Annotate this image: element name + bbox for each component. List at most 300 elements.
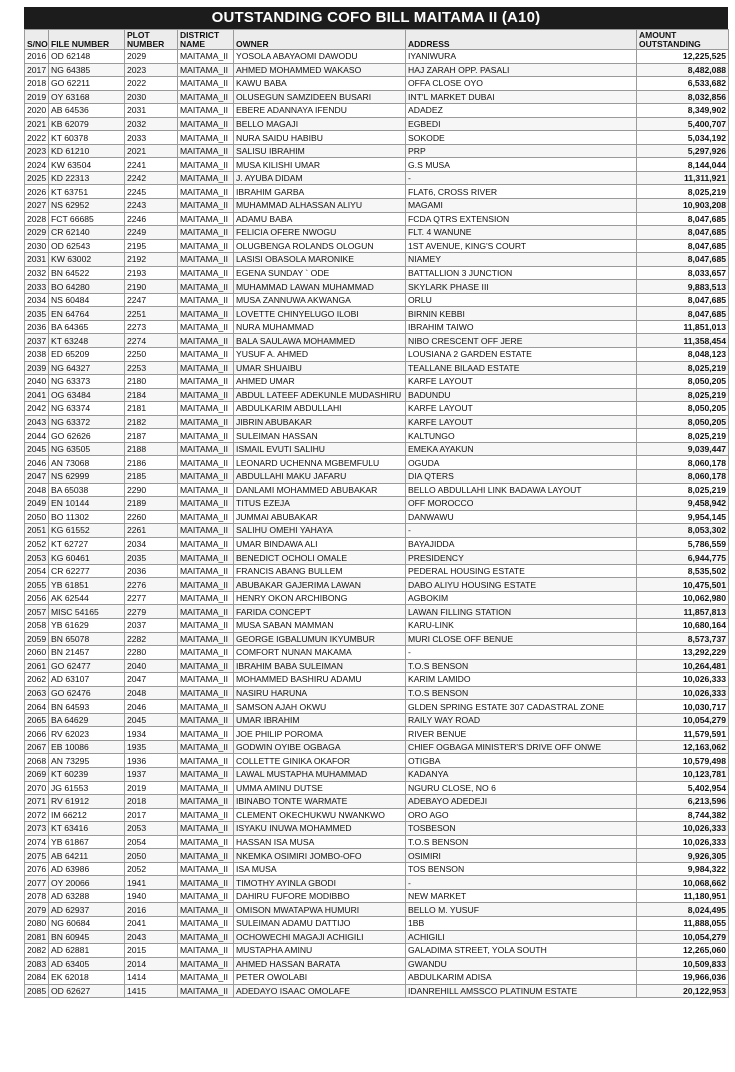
cell-district-name: MAITAMA_II — [178, 497, 234, 511]
table-row — [25, 727, 729, 741]
cell-file-number: RV 61912 — [49, 795, 125, 809]
cell-amount-outstanding: 9,984,322 — [637, 862, 729, 876]
cell-sno: 2064 — [25, 700, 49, 714]
cell-district-name: MAITAMA_II — [178, 185, 234, 199]
cell-file-number: YB 61851 — [49, 578, 125, 592]
cell-amount-outstanding: 10,062,980 — [637, 591, 729, 605]
cell-sno: 2058 — [25, 618, 49, 632]
table-row — [25, 713, 729, 727]
cell-plot-number: 2273 — [125, 320, 178, 334]
cell-sno: 2076 — [25, 862, 49, 876]
cell-address: T.O.S BENSON — [406, 659, 637, 673]
cell-sno: 2068 — [25, 754, 49, 768]
table-row — [25, 537, 729, 551]
cell-address: GLDEN SPRING ESTATE 307 CADASTRAL ZONE — [406, 700, 637, 714]
cell-file-number: BA 65038 — [49, 483, 125, 497]
cell-address: - — [406, 524, 637, 538]
cell-district-name: MAITAMA_II — [178, 767, 234, 781]
cell-owner: NURA SAIDU HABIBU — [234, 131, 406, 145]
cell-owner: MUSA SABAN MAMMAN — [234, 618, 406, 632]
cell-address: ORLU — [406, 293, 637, 307]
cell-owner: SALISU IBRAHIM — [234, 144, 406, 158]
cell-address: LOUSIANA 2 GARDEN ESTATE — [406, 348, 637, 362]
cell-district-name: MAITAMA_II — [178, 822, 234, 836]
cell-sno: 2069 — [25, 767, 49, 781]
cell-sno: 2073 — [25, 822, 49, 836]
table-row — [25, 754, 729, 768]
cell-district-name: MAITAMA_II — [178, 50, 234, 64]
cell-owner: FRANCIS ABANG BULLEM — [234, 564, 406, 578]
cell-amount-outstanding: 8,025,219 — [637, 483, 729, 497]
cell-file-number: AD 63405 — [49, 957, 125, 971]
table-row — [25, 334, 729, 348]
table-row — [25, 212, 729, 226]
cell-district-name: MAITAMA_II — [178, 659, 234, 673]
cell-plot-number: 2037 — [125, 618, 178, 632]
cell-sno: 2041 — [25, 388, 49, 402]
cell-address: BELLO ABDULLAHI LINK BADAWA LAYOUT — [406, 483, 637, 497]
cell-amount-outstanding: 8,025,219 — [637, 429, 729, 443]
cell-address: IBRAHIM TAIWO — [406, 320, 637, 334]
cell-owner: PETER OWOLABI — [234, 971, 406, 985]
cell-amount-outstanding: 10,026,333 — [637, 835, 729, 849]
cell-owner: J. AYUBA DIDAM — [234, 171, 406, 185]
cell-address: 1BB — [406, 917, 637, 931]
cell-plot-number: 2185 — [125, 469, 178, 483]
cell-address: T.O.S BENSON — [406, 686, 637, 700]
cell-district-name: MAITAMA_II — [178, 171, 234, 185]
cell-file-number: GO 62476 — [49, 686, 125, 700]
cell-file-number: BN 64593 — [49, 700, 125, 714]
cell-owner: OCHOWECHI MAGAJI ACHIGILI — [234, 930, 406, 944]
cell-owner: NURA MUHAMMAD — [234, 320, 406, 334]
cell-plot-number: 2050 — [125, 849, 178, 863]
cell-file-number: OG 63484 — [49, 388, 125, 402]
cell-plot-number: 2015 — [125, 944, 178, 958]
cell-sno: 2057 — [25, 605, 49, 619]
cell-owner: TITUS EZEJA — [234, 497, 406, 511]
cell-plot-number: 2246 — [125, 212, 178, 226]
cell-file-number: AD 62937 — [49, 903, 125, 917]
cell-owner: DANLAMI MOHAMMED ABUBAKAR — [234, 483, 406, 497]
cell-address: EGBEDI — [406, 117, 637, 131]
cell-owner: OLUGBENGA ROLANDS OLOGUN — [234, 239, 406, 253]
cell-district-name: MAITAMA_II — [178, 903, 234, 917]
cell-district-name: MAITAMA_II — [178, 293, 234, 307]
cell-amount-outstanding: 10,903,208 — [637, 199, 729, 213]
cell-file-number: NG 60684 — [49, 917, 125, 931]
cell-owner: LOVETTE CHINYELUGO ILOBI — [234, 307, 406, 321]
cell-address: 1ST AVENUE, KING'S COURT — [406, 239, 637, 253]
cell-plot-number: 2280 — [125, 646, 178, 660]
table-row — [25, 226, 729, 240]
cell-district-name: MAITAMA_II — [178, 984, 234, 998]
cell-district-name: MAITAMA_II — [178, 402, 234, 416]
cell-sno: 2079 — [25, 903, 49, 917]
cell-plot-number: 2182 — [125, 415, 178, 429]
cell-amount-outstanding: 10,030,717 — [637, 700, 729, 714]
table-row — [25, 348, 729, 362]
cell-owner: GODWIN OYIBE OGBAGA — [234, 740, 406, 754]
cell-owner: UMAR IBRAHIM — [234, 713, 406, 727]
cell-amount-outstanding: 9,458,942 — [637, 497, 729, 511]
cell-address: KALTUNGO — [406, 429, 637, 443]
cell-district-name: MAITAMA_II — [178, 781, 234, 795]
cell-sno: 2051 — [25, 524, 49, 538]
table-row — [25, 456, 729, 470]
cell-district-name: MAITAMA_II — [178, 618, 234, 632]
cell-sno: 2055 — [25, 578, 49, 592]
cell-amount-outstanding: 8,573,737 — [637, 632, 729, 646]
table-row — [25, 700, 729, 714]
cell-plot-number: 2180 — [125, 375, 178, 389]
cell-address: IYANIWURA — [406, 50, 637, 64]
cell-district-name: MAITAMA_II — [178, 862, 234, 876]
cell-amount-outstanding: 11,180,951 — [637, 889, 729, 903]
table-row — [25, 632, 729, 646]
cell-owner: MUSA ZANNUWA AKWANGA — [234, 293, 406, 307]
cell-plot-number: 1414 — [125, 971, 178, 985]
table-row — [25, 686, 729, 700]
table-row — [25, 158, 729, 172]
cell-sno: 2035 — [25, 307, 49, 321]
cell-address: EMEKA AYAKUN — [406, 442, 637, 456]
cell-plot-number: 2277 — [125, 591, 178, 605]
cell-district-name: MAITAMA_II — [178, 930, 234, 944]
cell-amount-outstanding: 11,888,055 — [637, 917, 729, 931]
cell-address: OGUDA — [406, 456, 637, 470]
cell-district-name: MAITAMA_II — [178, 876, 234, 890]
cell-amount-outstanding: 8,024,495 — [637, 903, 729, 917]
cell-owner: AHMED UMAR — [234, 375, 406, 389]
cell-owner: SULEIMAN ADAMU DATTIJO — [234, 917, 406, 931]
cell-owner: EBERE ADANNAYA IFENDU — [234, 104, 406, 118]
cell-sno: 2034 — [25, 293, 49, 307]
cell-sno: 2056 — [25, 591, 49, 605]
cell-amount-outstanding: 5,786,559 — [637, 537, 729, 551]
cell-district-name: MAITAMA_II — [178, 754, 234, 768]
cell-file-number: OD 62627 — [49, 984, 125, 998]
cell-district-name: MAITAMA_II — [178, 307, 234, 321]
cell-plot-number: 2189 — [125, 497, 178, 511]
cell-amount-outstanding: 8,144,044 — [637, 158, 729, 172]
cell-owner: KAWU BABA — [234, 77, 406, 91]
table-row — [25, 144, 729, 158]
cell-file-number: KD 22313 — [49, 171, 125, 185]
cell-plot-number: 2023 — [125, 63, 178, 77]
cell-district-name: MAITAMA_II — [178, 63, 234, 77]
cell-address: RIVER BENUE — [406, 727, 637, 741]
table-row — [25, 591, 729, 605]
cell-district-name: MAITAMA_II — [178, 578, 234, 592]
cell-plot-number: 2242 — [125, 171, 178, 185]
cell-district-name: MAITAMA_II — [178, 483, 234, 497]
cell-district-name: MAITAMA_II — [178, 131, 234, 145]
cell-file-number: KW 63002 — [49, 253, 125, 267]
table-row — [25, 984, 729, 998]
table-row — [25, 280, 729, 294]
cell-address: NGURU CLOSE, NO 6 — [406, 781, 637, 795]
cell-plot-number: 2029 — [125, 50, 178, 64]
cell-owner: CLEMENT OKECHUKWU NWANKWO — [234, 808, 406, 822]
cell-amount-outstanding: 11,311,921 — [637, 171, 729, 185]
cell-amount-outstanding: 8,025,219 — [637, 388, 729, 402]
cell-district-name: MAITAMA_II — [178, 713, 234, 727]
cell-sno: 2078 — [25, 889, 49, 903]
cell-address: ABDULKARIM ADISA — [406, 971, 637, 985]
cell-district-name: MAITAMA_II — [178, 226, 234, 240]
cell-amount-outstanding: 11,857,813 — [637, 605, 729, 619]
cell-owner: MUSTAPHA AMINU — [234, 944, 406, 958]
cell-district-name: MAITAMA_II — [178, 673, 234, 687]
cell-district-name: MAITAMA_II — [178, 889, 234, 903]
cell-owner: UMAR SHUAIBU — [234, 361, 406, 375]
cell-owner: NASIRU HARUNA — [234, 686, 406, 700]
cell-amount-outstanding: 12,265,060 — [637, 944, 729, 958]
cell-address: PRP — [406, 144, 637, 158]
cell-file-number: NG 64327 — [49, 361, 125, 375]
cell-sno: 2081 — [25, 930, 49, 944]
cell-file-number: NG 63373 — [49, 375, 125, 389]
cell-file-number: EN 10144 — [49, 497, 125, 511]
table-row — [25, 131, 729, 145]
cell-address: KARU-LINK — [406, 618, 637, 632]
cell-district-name: MAITAMA_II — [178, 849, 234, 863]
cell-district-name: MAITAMA_II — [178, 253, 234, 267]
cell-district-name: MAITAMA_II — [178, 510, 234, 524]
cell-amount-outstanding: 8,060,178 — [637, 456, 729, 470]
cell-sno: 2019 — [25, 90, 49, 104]
cell-plot-number: 2043 — [125, 930, 178, 944]
cell-address: NIAMEY — [406, 253, 637, 267]
cell-file-number: AB 64536 — [49, 104, 125, 118]
cell-address: IDANREHILL AMSSCO PLATINUM ESTATE — [406, 984, 637, 998]
cell-address: ADADEZ — [406, 104, 637, 118]
cell-plot-number: 2034 — [125, 537, 178, 551]
table-row — [25, 77, 729, 91]
cell-plot-number: 1934 — [125, 727, 178, 741]
cell-sno: 2082 — [25, 944, 49, 958]
cell-district-name: MAITAMA_II — [178, 375, 234, 389]
cell-amount-outstanding: 8,032,856 — [637, 90, 729, 104]
cell-district-name: MAITAMA_II — [178, 429, 234, 443]
cell-amount-outstanding: 11,358,454 — [637, 334, 729, 348]
table-row — [25, 90, 729, 104]
cell-district-name: MAITAMA_II — [178, 104, 234, 118]
cell-file-number: GO 62626 — [49, 429, 125, 443]
cell-district-name: MAITAMA_II — [178, 239, 234, 253]
cell-district-name: MAITAMA_II — [178, 415, 234, 429]
cell-owner: NKEMKA OSIMIRI JOMBO-OFO — [234, 849, 406, 863]
cell-amount-outstanding: 19,966,036 — [637, 971, 729, 985]
table-row — [25, 104, 729, 118]
table-row — [25, 63, 729, 77]
cell-address: SOKODE — [406, 131, 637, 145]
cell-district-name: MAITAMA_II — [178, 795, 234, 809]
cell-address: G.S MUSA — [406, 158, 637, 172]
cell-amount-outstanding: 12,163,062 — [637, 740, 729, 754]
cell-plot-number: 2047 — [125, 673, 178, 687]
cell-plot-number: 2022 — [125, 77, 178, 91]
table-row — [25, 849, 729, 863]
cell-file-number: KG 60461 — [49, 551, 125, 565]
cell-plot-number: 2016 — [125, 903, 178, 917]
column-header-owner: OWNER — [234, 30, 406, 50]
cell-sno: 2062 — [25, 673, 49, 687]
cell-address: DIA QTERS — [406, 469, 637, 483]
cell-file-number: NS 62952 — [49, 199, 125, 213]
table-row — [25, 740, 729, 754]
cell-address: OTIGBA — [406, 754, 637, 768]
cell-plot-number: 2014 — [125, 957, 178, 971]
table-row — [25, 835, 729, 849]
cell-sno: 2032 — [25, 266, 49, 280]
table-row — [25, 767, 729, 781]
table-row — [25, 903, 729, 917]
cell-plot-number: 2245 — [125, 185, 178, 199]
cell-sno: 2072 — [25, 808, 49, 822]
cell-sno: 2023 — [25, 144, 49, 158]
cell-plot-number: 2279 — [125, 605, 178, 619]
cell-sno: 2084 — [25, 971, 49, 985]
cell-owner: BENEDICT OCHOLI OMALE — [234, 551, 406, 565]
cell-address: T.O.S BENSON — [406, 835, 637, 849]
table-row — [25, 822, 729, 836]
cell-sno: 2033 — [25, 280, 49, 294]
page-title: OUTSTANDING COFO BILL MAITAMA II (A10) — [24, 7, 728, 29]
cell-district-name: MAITAMA_II — [178, 158, 234, 172]
cell-amount-outstanding: 10,026,333 — [637, 686, 729, 700]
cell-plot-number: 2019 — [125, 781, 178, 795]
cell-file-number: OD 62148 — [49, 50, 125, 64]
cell-file-number: BA 64365 — [49, 320, 125, 334]
cell-address: BAYAJIDDA — [406, 537, 637, 551]
cell-owner: IBRAHIM GARBA — [234, 185, 406, 199]
cell-owner: MOHAMMED BASHIRU ADAMU — [234, 673, 406, 687]
cell-address: ACHIGILI — [406, 930, 637, 944]
cell-plot-number: 2045 — [125, 713, 178, 727]
table-row — [25, 510, 729, 524]
cell-owner: MUHAMMAD LAWAN MUHAMMAD — [234, 280, 406, 294]
cell-sno: 2029 — [25, 226, 49, 240]
cell-district-name: MAITAMA_II — [178, 700, 234, 714]
cell-district-name: MAITAMA_II — [178, 537, 234, 551]
cell-file-number: KB 62079 — [49, 117, 125, 131]
cell-sno: 2031 — [25, 253, 49, 267]
cell-address: MURI CLOSE OFF BENUE — [406, 632, 637, 646]
cell-sno: 2018 — [25, 77, 49, 91]
cell-file-number: AN 73068 — [49, 456, 125, 470]
cell-address: TOS BENSON — [406, 862, 637, 876]
table-row — [25, 646, 729, 660]
cell-address: BIRNIN KEBBI — [406, 307, 637, 321]
cell-amount-outstanding: 20,122,953 — [637, 984, 729, 998]
cell-file-number: GO 62211 — [49, 77, 125, 91]
table-row — [25, 415, 729, 429]
cell-owner: SAMSON AJAH OKWU — [234, 700, 406, 714]
cell-owner: OMISON MWATAPWA HUMURI — [234, 903, 406, 917]
cell-sno: 2065 — [25, 713, 49, 727]
cell-amount-outstanding: 10,123,781 — [637, 767, 729, 781]
cell-amount-outstanding: 5,400,707 — [637, 117, 729, 131]
cell-owner: ISYAKU INUWA MOHAMMED — [234, 822, 406, 836]
cell-address: DABO ALIYU HOUSING ESTATE — [406, 578, 637, 592]
cell-address: OSIMIRI — [406, 849, 637, 863]
cell-amount-outstanding: 8,033,657 — [637, 266, 729, 280]
table-row — [25, 551, 729, 565]
cell-plot-number: 2187 — [125, 429, 178, 443]
cell-file-number: EK 62018 — [49, 971, 125, 985]
cell-district-name: MAITAMA_II — [178, 388, 234, 402]
cell-address: CHIEF OGBAGA MINISTER'S DRIVE OFF ONWE — [406, 740, 637, 754]
cell-plot-number: 2192 — [125, 253, 178, 267]
cell-plot-number: 2188 — [125, 442, 178, 456]
table-row — [25, 659, 729, 673]
table-body — [25, 50, 729, 998]
cell-file-number: KW 63504 — [49, 158, 125, 172]
cell-plot-number: 2250 — [125, 348, 178, 362]
cell-address: GWANDU — [406, 957, 637, 971]
cell-file-number: ED 65209 — [49, 348, 125, 362]
column-header-plot-number: PLOT NUMBER — [125, 30, 178, 50]
table-header-row — [25, 30, 729, 50]
cell-address: AGBOKIM — [406, 591, 637, 605]
cell-amount-outstanding: 5,034,192 — [637, 131, 729, 145]
table-row — [25, 497, 729, 511]
cell-owner: TIMOTHY AYINLA GBODI — [234, 876, 406, 890]
cell-owner: BELLO MAGAJI — [234, 117, 406, 131]
cell-file-number: KT 60378 — [49, 131, 125, 145]
cell-amount-outstanding: 8,047,685 — [637, 293, 729, 307]
cell-file-number: AB 64211 — [49, 849, 125, 863]
table-row — [25, 293, 729, 307]
cell-plot-number: 2032 — [125, 117, 178, 131]
cell-amount-outstanding: 8,047,685 — [637, 212, 729, 226]
cell-sno: 2024 — [25, 158, 49, 172]
cell-amount-outstanding: 8,050,205 — [637, 375, 729, 389]
cell-sno: 2016 — [25, 50, 49, 64]
cell-sno: 2063 — [25, 686, 49, 700]
column-header-file-number: FILE NUMBER — [49, 30, 125, 50]
cell-sno: 2066 — [25, 727, 49, 741]
table-row — [25, 795, 729, 809]
table-row — [25, 781, 729, 795]
cell-sno: 2067 — [25, 740, 49, 754]
cell-owner: AHMED MOHAMMED WAKASO — [234, 63, 406, 77]
cell-owner: LAWAL MUSTAPHA MUHAMMAD — [234, 767, 406, 781]
cell-file-number: GO 62477 — [49, 659, 125, 673]
cell-address: DANWAWU — [406, 510, 637, 524]
cell-plot-number: 2048 — [125, 686, 178, 700]
table-row — [25, 469, 729, 483]
cell-file-number: KT 63751 — [49, 185, 125, 199]
cell-file-number: BO 64280 — [49, 280, 125, 294]
cell-sno: 2080 — [25, 917, 49, 931]
cell-plot-number: 1936 — [125, 754, 178, 768]
cell-address: OFF MOROCCO — [406, 497, 637, 511]
cell-plot-number: 2036 — [125, 564, 178, 578]
cell-address: - — [406, 646, 637, 660]
cell-address: KARFE LAYOUT — [406, 415, 637, 429]
column-header-address: ADDRESS — [406, 30, 637, 50]
cell-file-number: NS 60484 — [49, 293, 125, 307]
cell-plot-number: 1941 — [125, 876, 178, 890]
cell-file-number: JG 61553 — [49, 781, 125, 795]
table-row — [25, 117, 729, 131]
cell-file-number: AD 63986 — [49, 862, 125, 876]
cell-address: BELLO M. YUSUF — [406, 903, 637, 917]
cell-plot-number: 2041 — [125, 917, 178, 931]
